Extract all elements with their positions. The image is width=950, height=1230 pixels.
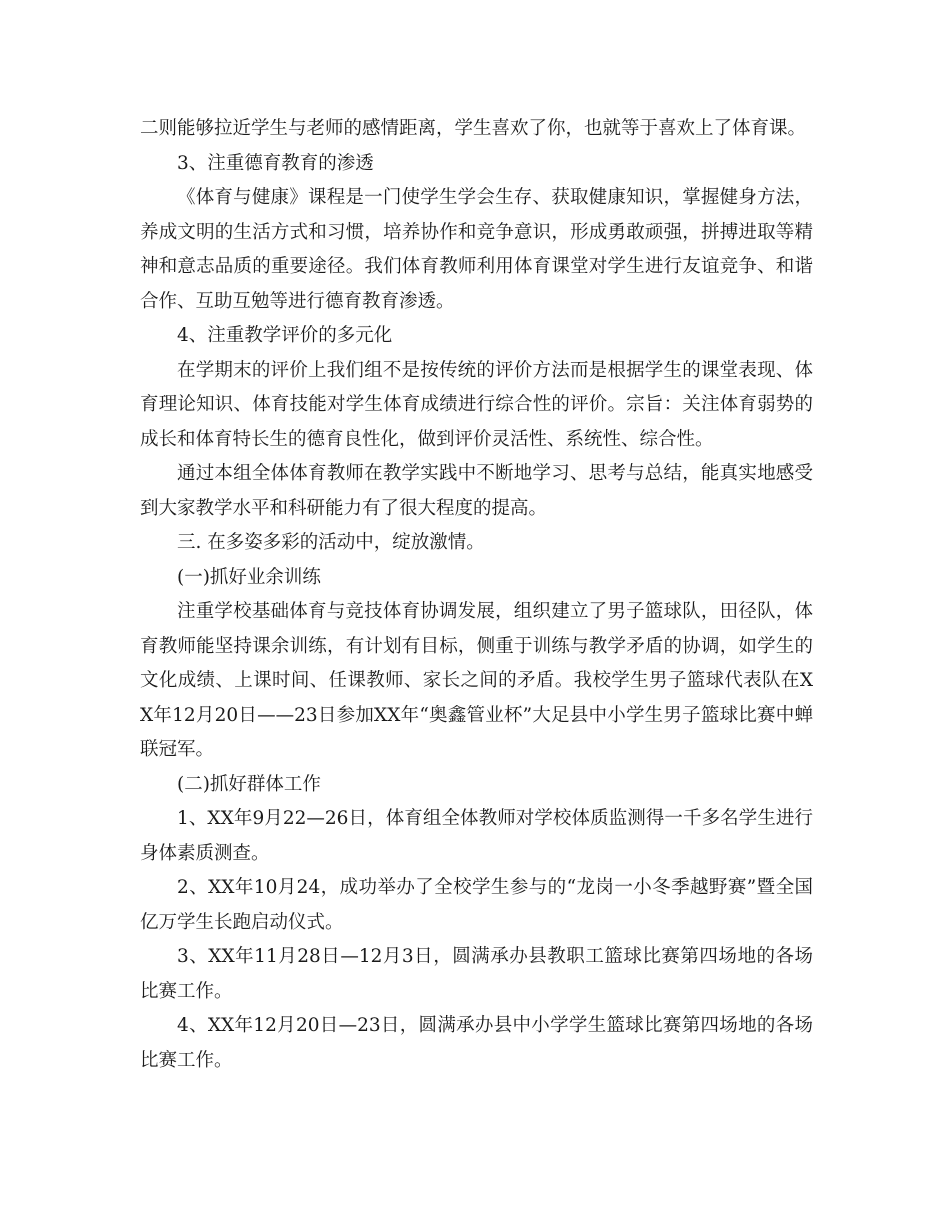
paragraph-6: 通过本组全体体育教师在教学实践中不断地学习、思考与总结，能真实地感受到大家教学水平和科研能力有了很大程度的提高。 [140,463,813,519]
document-page [140,112,813,1078]
list-item-3: 3、XX年11月28日—12月3日，圆满承办县教职工篮球比赛第四场地的各场比赛工作。 [140,946,813,1002]
paragraph-9: 注重学校基础体育与竞技体育协调发展，组织建立了男子篮球队，田径队，体育教师能坚持课余训练，有计划有目标，侧重于训练与教学矛盾的协调，如学生的文化成绩、上课时间、任课教师、家长之间的矛盾。我校学生男子篮球代表队在XX年12月20日——23日参加XX年“奥鑫管业杯”大足县中小学生男子篮球比赛中蝉联冠军。 [140,601,813,760]
section-heading-evaluation: 4、注重教学评价的多元化 [177,325,393,346]
subsection-heading-training: (一)抓好业余训练 [177,566,321,588]
paragraph-3: 《体育与健康》课程是一门使学生学会生存、获取健康知识，掌握健身方法，养成文明的生活方式和习惯，培养协作和竞争意识，形成勇敢顽强，拼搏进取等精神和意志品质的重要途径。我们体育教师利用体育课堂对学生进行友谊竞争、和谐合作、互助互勉等进行德育教育渗透。 [140,187,813,312]
section-heading-moral-education: 3、注重德育教育的渗透 [177,152,374,174]
list-item-2: 2、XX年10月24，成功举办了全校学生参与的“龙岗一小冬季越野赛”暨全国亿万学生长跑启动仪式。 [140,877,813,933]
list-item-4: 4、XX年12月20日—23日，圆满承办县中小学学生篮球比赛第四场地的各场比赛工作。 [140,1015,813,1071]
paragraph-1: 二则能够拉近学生与老师的感情距离，学生喜欢了你，也就等于喜欢上了体育课。 [140,118,807,139]
section-heading-activities: 三. 在多姿多彩的活动中，绽放激情。 [177,532,485,553]
subsection-heading-group-work: (二)抓好群体工作 [177,773,321,795]
list-item-1: 1、XX年9月22—26日，体育组全体教师对学校体质监测得一千多名学生进行身体素质测查。 [140,808,813,864]
paragraph-5: 在学期末的评价上我们组不是按传统的评价方法而是根据学生的课堂表现、体育理论知识、体育技能对学生体育成绩进行综合性的评价。宗旨：关注体育弱势的成长和体育特长生的德育良性化，做到评价灵活性、系统性、综合性。 [140,359,813,450]
